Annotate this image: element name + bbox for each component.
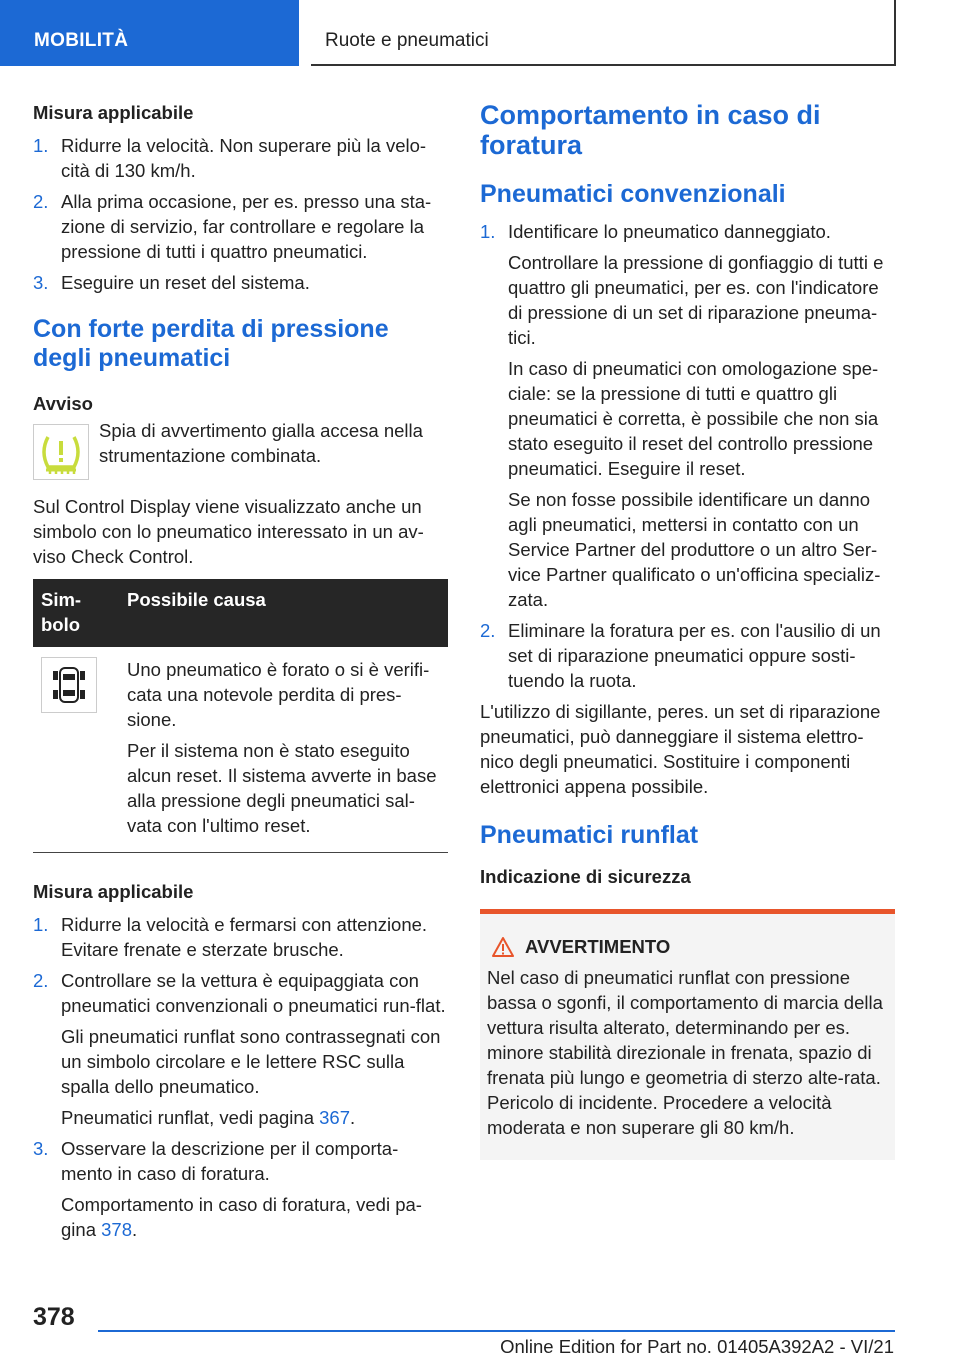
measure-list-1 — [33, 133, 448, 295]
measure-title-2: Misura applicabile — [33, 881, 194, 902]
heading-conventional-tires: Pneumatici convenzionali — [480, 180, 786, 208]
list-item — [480, 219, 895, 612]
avviso-title: Avviso — [33, 393, 93, 414]
warning-header — [487, 934, 887, 959]
page-link-378[interactable]: 378 — [101, 1219, 132, 1240]
table-header-symbol: Sim‐bolo — [33, 579, 119, 647]
list-number: 3. — [33, 272, 49, 293]
list-item — [33, 133, 448, 183]
avviso-block — [33, 420, 448, 484]
header-chapter-label: Ruote e pneumatici — [325, 30, 489, 51]
table-header-cause: Possibile causa — [119, 579, 448, 647]
warning-title: AVVERTIMENTO — [525, 936, 671, 957]
list-number: 1. — [480, 221, 496, 242]
conventional-list — [480, 219, 895, 693]
header-chapter — [311, 0, 896, 66]
list-text: Osservare la descrizione per il comporta‐mento in caso di foratura. — [61, 1138, 399, 1184]
list-number: 2. — [480, 620, 496, 641]
list-number: 2. — [33, 191, 49, 212]
list-number: 3. — [33, 1138, 49, 1159]
list-item — [33, 968, 448, 1130]
list-item — [480, 618, 895, 693]
tire-pressure-warning-icon — [33, 424, 89, 480]
header-section-label: MOBILITÀ — [34, 30, 129, 51]
list-text: Ridurre la velocità e fermarsi con attenzione. Evitare frenate e sterzate brusche. — [61, 914, 428, 960]
warning-text: Nel caso di pneumatici runflat con pressione bassa o sgonfi, il comportamento di marcia della vettura risulta alterato, determinando per es. minore stabilità direzionale in frenata, spazio di frenata più lungo e geometria di sterzo alte‐rata. Pericolo di incidente. Procedere a velocità moderata e non superare gli 80 km/h. — [487, 967, 883, 1138]
list-text: Controllare la pressione di gonfiaggio di tutti e quattro gli pneumatici, per es. con l'indicatore di pressione di un set di riparazione pneuma‐tici. — [508, 252, 884, 348]
list-text: Controllare se la vettura è equipaggiata con pneumatici convenzionali o pneumatici run‐flat. — [61, 970, 446, 1016]
left-column — [33, 100, 448, 1248]
list-text: Eliminare la foratura per es. con l'ausilio di un set di riparazione pneumatici oppure sosti‐tuendo la ruota. — [508, 620, 881, 691]
footer-divider — [98, 1330, 895, 1332]
table-row — [33, 647, 448, 853]
page-number: 378 — [33, 1303, 75, 1331]
table-cell-cause — [119, 647, 448, 853]
sealant-text: L'utilizzo di sigillante, peres. un set di riparazione pneumatici, può danneggiare il sistema elettro‐nico degli pneumatici. Sostituire i componenti elettronici appena possibile. — [480, 701, 881, 797]
list-text — [61, 1192, 448, 1242]
measure-list-2 — [33, 912, 448, 1242]
list-item — [33, 1136, 448, 1242]
control-display-text: Sul Control Display viene visualizzato anche un simbolo con lo pneumatico interessato in un av‐viso Check Control. — [33, 496, 424, 567]
list-number: 1. — [33, 135, 49, 156]
list-text: Alla prima occasione, per es. presso una sta‐zione di servizio, far controllare e regolare la pressione di tutti i quattro pneumatici. — [61, 191, 432, 262]
avviso-text: Spia di avvertimento gialla accesa nella strumentazione combinata. — [99, 420, 423, 466]
list-number: 1. — [33, 914, 49, 935]
ref-suffix: . — [350, 1107, 356, 1128]
cause-text-1: Uno pneumatico è forato o si è verifi‐cata una notevole perdita di pres‐sione. — [127, 659, 430, 730]
heading-puncture-behaviour: Comportamento in caso di foratura — [480, 100, 821, 160]
ref-prefix: Comportamento in caso di foratura, vedi pa‐gina — [61, 1194, 422, 1240]
list-text: Eseguire un reset del sistema. — [61, 272, 310, 293]
header-section-tab — [0, 0, 299, 66]
ref-suffix: . — [132, 1219, 138, 1240]
measure-title-1: Misura applicabile — [33, 102, 194, 123]
list-text: In caso di pneumatici con omologazione spe‐ciale: se la pressione di tutti e quattro gli pneumatici è corretta, è possibile che non sia stato eseguito il reset del controllo pressione pneumatici. Eseguire il reset. — [508, 358, 879, 479]
page-link-367[interactable]: 367 — [319, 1107, 350, 1128]
list-number: 2. — [33, 970, 49, 991]
symbol-table — [33, 579, 448, 853]
list-text: Se non fosse possibile identificare un danno agli pneumatici, mettersi in contatto con un Service Partner del produttore o un altro Ser‐vice Partner qualificato o un'officina specializ‐zata. — [508, 489, 881, 610]
right-column — [480, 100, 895, 1160]
list-text: Ridurre la velocità. Non superare più la velo‐cità di 130 km/h. — [61, 135, 427, 181]
warning-triangle-icon — [491, 936, 515, 958]
heading-pressure-loss: Con forte perdita di pressione degli pneumatici — [33, 315, 389, 372]
heading-runflat: Pneumatici runflat — [480, 821, 699, 849]
list-text: Identificare lo pneumatico danneggiato. — [508, 221, 831, 242]
list-text: Gli pneumatici runflat sono contrassegnati con un simbolo circolare e le lettere RSC sulla spalla dello pneumatico. — [61, 1026, 441, 1097]
list-item — [33, 189, 448, 264]
list-item — [33, 270, 448, 295]
car-tire-icon — [41, 657, 97, 713]
warning-box — [480, 909, 895, 1160]
ref-prefix: Pneumatici runflat, vedi pagina — [61, 1107, 320, 1128]
list-item — [33, 912, 448, 962]
cause-text-2: Per il sistema non è stato eseguito alcun reset. Il sistema avverte in base alla pressione degli pneumatici sal‐vata con l'ultimo reset. — [127, 740, 437, 836]
table-cell-symbol — [33, 647, 119, 853]
footer-edition: Online Edition for Part no. 01405A392A2 - VI/21 — [500, 1336, 894, 1357]
safety-title: Indicazione di sicurezza — [480, 866, 691, 887]
list-text — [61, 1105, 448, 1130]
